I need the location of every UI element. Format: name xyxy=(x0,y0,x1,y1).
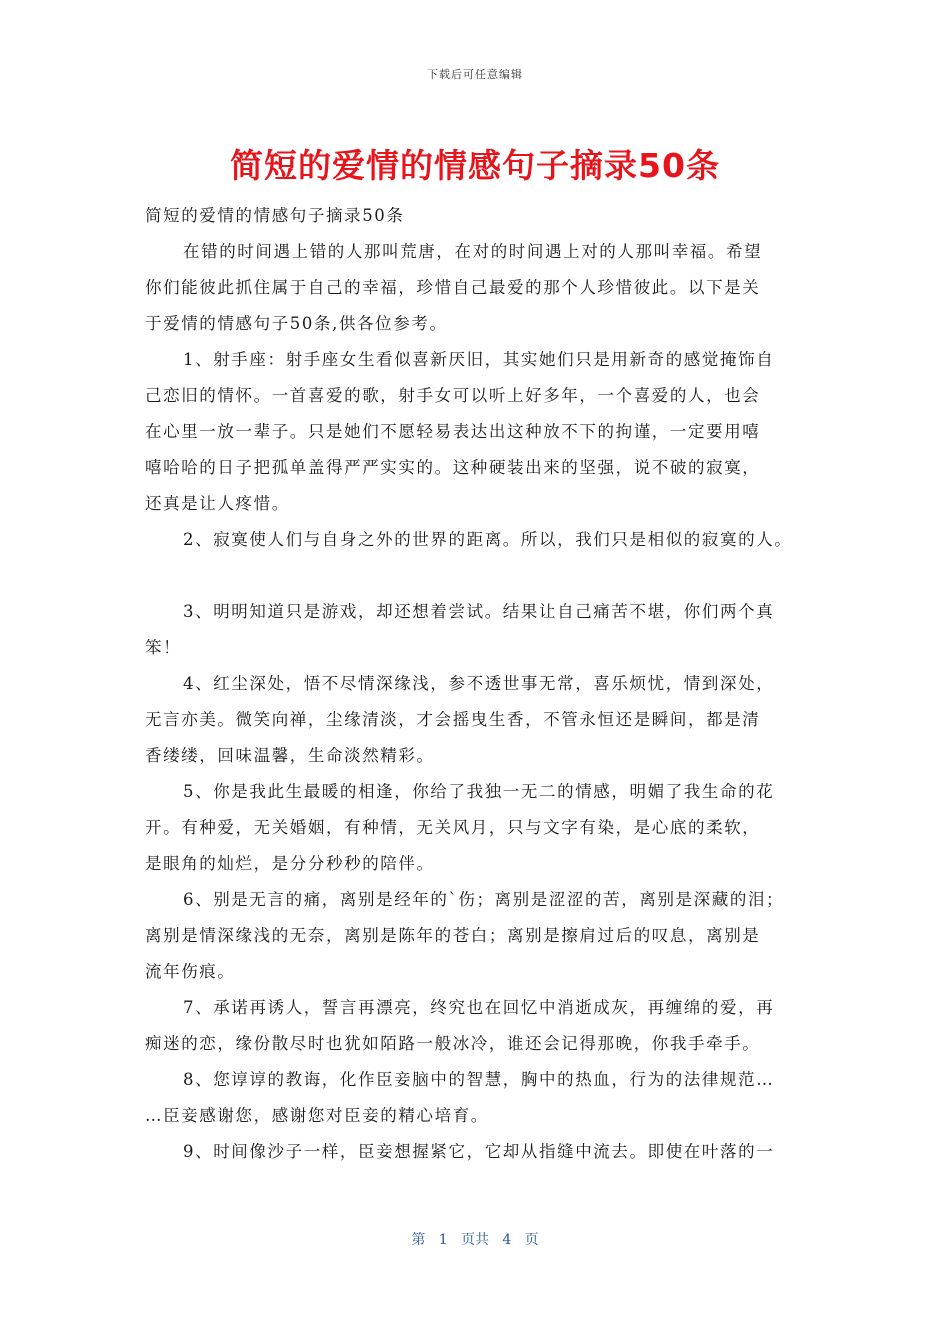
text-line: 还真是让人疼惜。 xyxy=(145,494,290,513)
text-line: 5、你是我此生最暖的相逢，你给了我独一无二的情感，明媚了我生命的花 xyxy=(183,782,775,801)
text-line: 开。有种爱，无关婚姻，有种情，无关风月，只与文字有染，是心底的柔软， xyxy=(145,818,761,837)
text-line: 2、寂寞使人们与自身之外的世界的距离。所以，我们只是相似的寂寞的人。 xyxy=(183,530,793,549)
document-title: 简短的爱情的情感句子摘录50条 xyxy=(230,146,720,185)
text-line: 笨！ xyxy=(145,638,182,657)
text-line: 7、承诺再诱人，誓言再漂亮，终究也在回忆中消逝成灰，再缠绵的爱，再 xyxy=(183,998,775,1017)
text-line: 3、明明知道只是游戏，却还想着尝试。结果让自己痛苦不堪，你们两个真 xyxy=(183,602,775,621)
text-line: 是眼角的灿烂，是分分秒秒的陪伴。 xyxy=(145,854,435,873)
text-line: 6、别是无言的痛，离别是经年的`伤；离别是涩涩的苦，离别是深藏的泪； xyxy=(183,890,785,909)
text-line: 简短的爱情的情感句子摘录50条 xyxy=(145,206,405,225)
text-line: 无言亦美。微笑向禅，尘缘清淡，才会摇曳生香，不管永恒还是瞬间，都是清 xyxy=(145,710,761,729)
text-line: 4、红尘深处，悟不尽情深缘浅，参不透世事无常，喜乐烦忧，情到深处， xyxy=(183,674,775,693)
text-line: 8、您谆谆的教诲，化作臣妾脑中的智慧，胸中的热血，行为的法律规范… xyxy=(183,1070,775,1089)
document-body xyxy=(145,198,810,1170)
text-line: 你们能彼此抓住属于自己的幸福，珍惜自己最爱的那个人珍惜彼此。以下是关 xyxy=(145,278,761,297)
text-line: 嘻哈哈的日子把孤单盖得严严实实的。这种硬装出来的坚强，说不破的寂寞， xyxy=(145,458,761,477)
text-line: 于爱情的情感句子50条,供各位参考。 xyxy=(145,314,448,333)
text-line: 离别是情深缘浅的无奈，离别是陈年的苍白；离别是擦肩过后的叹息，离别是 xyxy=(145,926,761,945)
page-footer: 第 1 页共 4 页 xyxy=(411,1232,539,1248)
text-line: 流年伤痕。 xyxy=(145,962,236,981)
text-line: 己恋旧的情怀。一首喜爱的歌，射手女可以听上好多年，一个喜爱的人，也会 xyxy=(145,386,761,405)
text-line: 在心里一放一辈子。只是她们不愿轻易表达出这种放不下的拘谨，一定要用嘻 xyxy=(145,422,761,441)
blank-line xyxy=(145,558,810,594)
text-line: 在错的时间遇上错的人那叫荒唐，在对的时间遇上对的人那叫幸福。希望 xyxy=(183,242,763,261)
text-line: …臣妾感谢您，感谢您对臣妾的精心培育。 xyxy=(145,1106,489,1125)
text-line: 香缕缕，回味温馨，生命淡然精彩。 xyxy=(145,746,435,765)
text-line: 9、时间像沙子一样，臣妾想握紧它，它却从指缝中流去。即使在叶落的一 xyxy=(183,1142,775,1161)
text-line: 痴迷的恋，缘份散尽时也犹如陌路一般冰冷，谁还会记得那晚，你我手牵手。 xyxy=(145,1034,761,1053)
text-line: 1、射手座：射手座女生看似喜新厌旧，其实她们只是用新奇的感觉掩饰自 xyxy=(183,350,775,369)
header-note: 下载后可任意编辑 xyxy=(427,68,523,81)
